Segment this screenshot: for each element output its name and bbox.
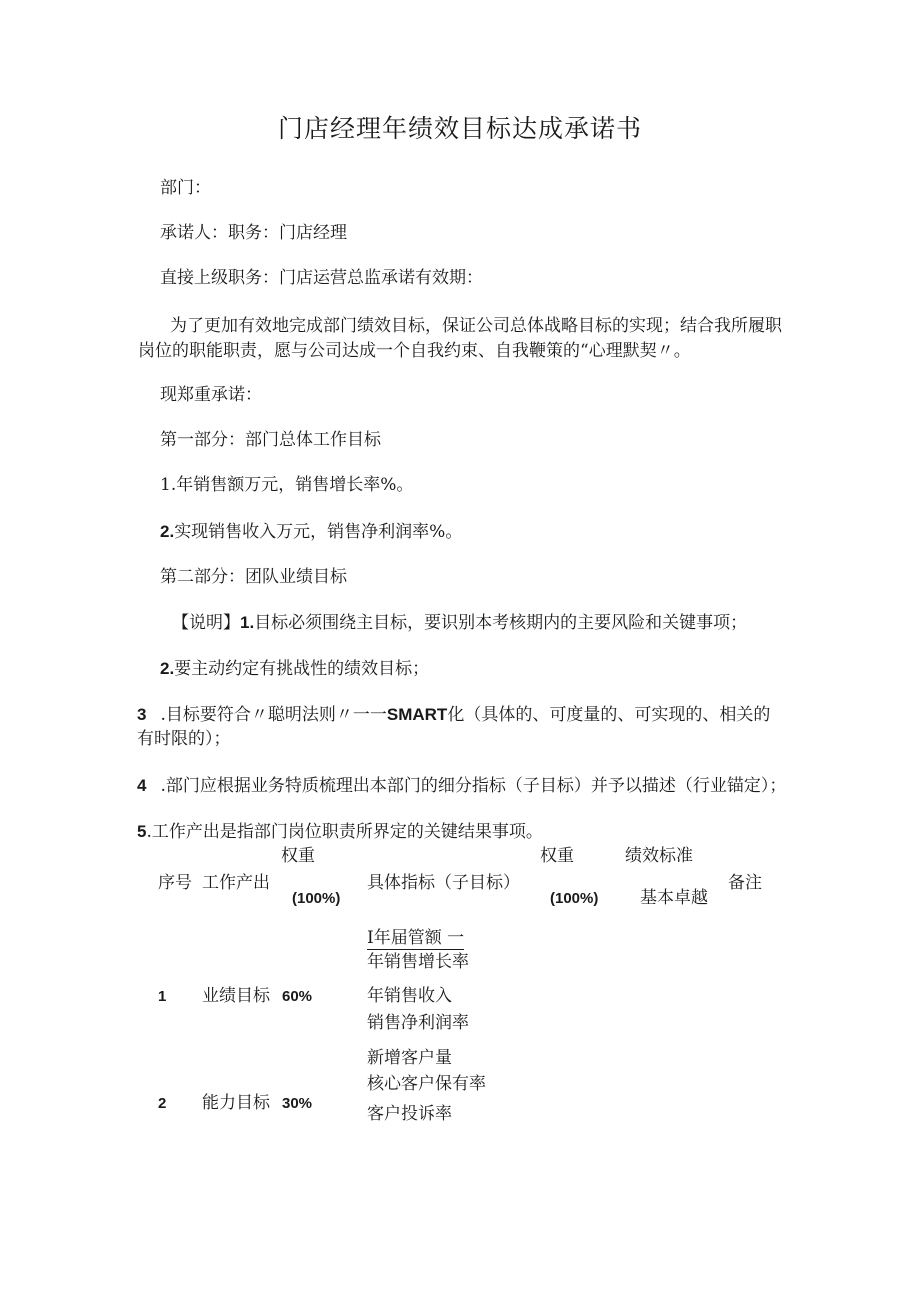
weight2-header-top: 权重 [540,846,574,866]
note-5 [137,823,543,841]
superior-field: 直接上级职务：门店运营总监承诺有效期： [160,268,483,288]
row-2-indicator-3: 客户投诉率 [367,1104,452,1124]
output-header: 工作产出 [202,873,270,893]
standard-header-top: 绩效标准 [625,846,693,866]
note-text: .部门应根据业务特质梳理出本部门的细分指标（子目标）并予以描述（行业锚定）； [160,776,787,796]
row-1-seq: 1 [158,988,167,1005]
intro-line-2: 岗位的职能职责，愿与公司达成一个自我约束、自我鞭策的“心理默契〃。 [138,341,691,361]
part1-item-1: 1.年销售额万元，销售增长率%。 [160,475,414,495]
row-1-indicator-4: 销售净利润率 [367,1013,469,1033]
item-number: 2. [160,522,175,541]
note-prefix: 【说明】 [172,613,240,633]
page-title: 门店经理年绩效目标达成承诺书 [277,114,642,143]
item-text: 实现销售收入万元，销售净利润率%。 [174,522,463,542]
note-text-b: 化（具体的、可度量的、可实现的、相关的 [447,705,771,725]
part1-heading: 第一部分：部门总体工作目标 [160,430,381,450]
row-1-indicator-2: 年销售增长率 [367,952,469,972]
weight-header-top: 权重 [281,846,315,866]
note-text-a: .目标要符合〃聪明法则〃一一 [160,705,387,725]
note-3 [137,706,770,724]
note-number: 1. [240,613,255,632]
note-3-line-2: 有时限的）； [137,729,231,749]
row-2-indicator-2: 核心客户保有率 [367,1074,486,1094]
note-text: 目标必须围绕主目标，要识别本考核期内的主要风险和关键事项； [254,613,748,633]
row-1-weight: 60% [282,988,313,1005]
department-field: 部门： [160,178,211,198]
indicator-header: 具体指标（子目标） [367,873,520,893]
part2-heading: 第二部分：团队业绩目标 [160,567,347,587]
intro-line-1: 为了更加有效地完成部门绩效目标，保证公司总体战略目标的实现；结合我所履职 [170,316,782,336]
note-text: .工作产出是指部门岗位职责所界定的关键结果事项。 [146,822,543,842]
part1-item-2 [160,523,462,541]
solemn-promise: 现郑重承诺： [160,385,262,405]
row-2-output: 能力目标 [202,1093,270,1113]
row-2-indicator-1: 新增客户量 [367,1048,452,1068]
note-number: 4 [137,776,147,795]
note-4 [137,777,786,795]
standard-header-bottom: 基本卓越 [640,888,708,908]
note-number: 5 [137,822,147,841]
smart-label: SMART [386,705,448,724]
note-2 [160,660,429,678]
row-2-weight: 30% [282,1095,313,1112]
seq-header: 序号 [158,873,192,893]
note-number: 2. [160,659,175,678]
row-1-output: 业绩目标 [202,986,270,1006]
note-1 [172,614,747,632]
row-2-seq: 2 [158,1095,167,1112]
row-1-indicator-3: 年销售收入 [367,986,452,1006]
note-number: 3 [137,705,147,724]
weight-header-pct: (100%) [292,890,341,907]
note-text: 要主动约定有挑战性的绩效目标； [174,659,430,679]
promisor-field: 承诺人：职务：门店经理 [160,223,347,243]
row-1-indicator-1: I年届管额 一 [367,928,465,948]
remark-header: 备注 [728,873,762,893]
weight2-header-pct: (100%) [550,890,599,907]
